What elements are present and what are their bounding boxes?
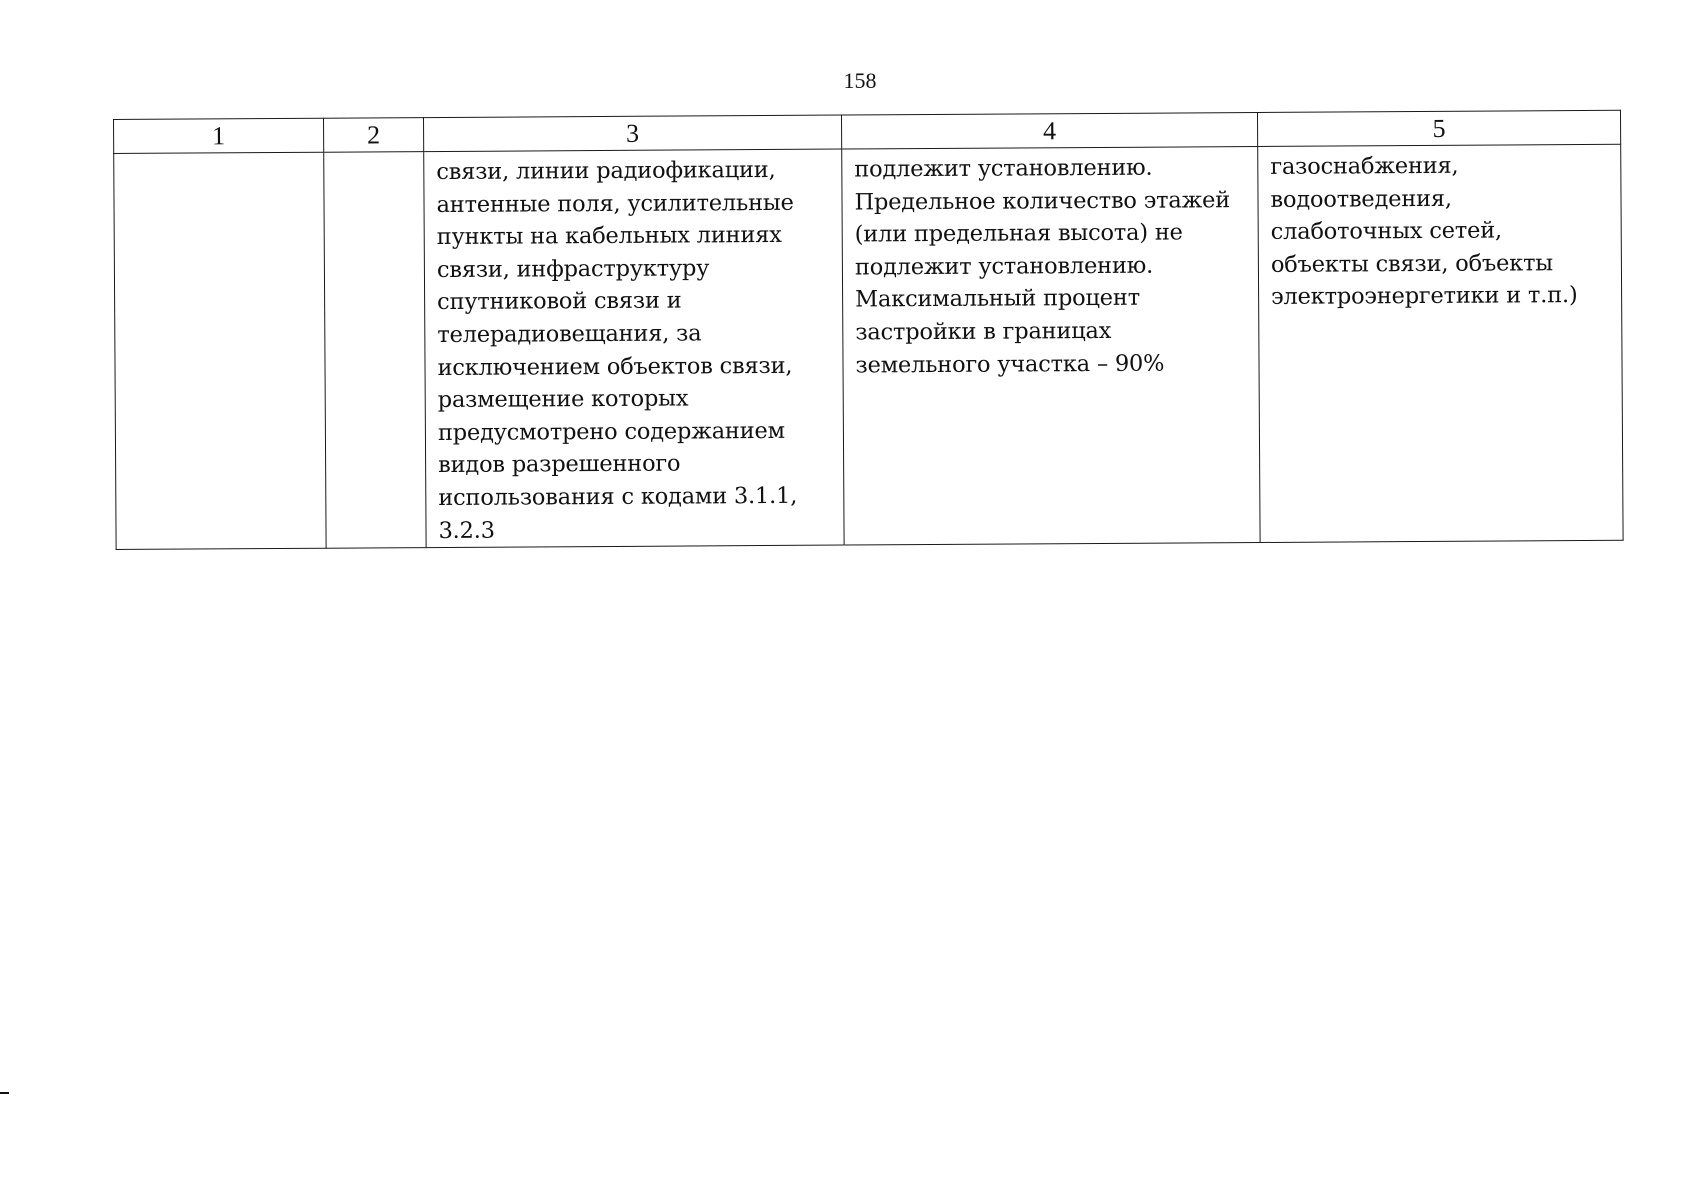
regulation-table: [113, 110, 1624, 550]
table-cell-col1: [114, 152, 326, 549]
column-header-4: 4: [841, 113, 1257, 150]
column-header-2: 2: [323, 118, 423, 153]
table-cell-col4: подлежит установлению. Предельное количество этажей (или предельная высота) не подлежит установлению. Максимальный процент застройки в границах земельного участка – 90%: [842, 147, 1260, 546]
scan-edge-mark: [0, 1092, 9, 1094]
column-header-3: 3: [423, 115, 841, 152]
table-cell-col2: [324, 152, 426, 549]
table-cell-col3: связи, линии радиофикации, антенные поля, усилительные пункты на кабельных линиях связи, инфраструктуру спутниковой связи и телерадиовещания, за исключением объектов связи, размещение которых предусмотрено содержанием видов разрешенного использования с кодами 3.1.1, 3.2.3: [424, 149, 844, 548]
table-row: [114, 144, 1623, 549]
page-number: 158: [843, 68, 877, 93]
column-header-1: 1: [114, 118, 324, 153]
table-cell-col5: газоснабжения, водоотведения, слаботочных сетей, объекты связи, объекты электроэнергетики и т.п.): [1258, 144, 1623, 542]
column-header-5: 5: [1257, 110, 1620, 146]
